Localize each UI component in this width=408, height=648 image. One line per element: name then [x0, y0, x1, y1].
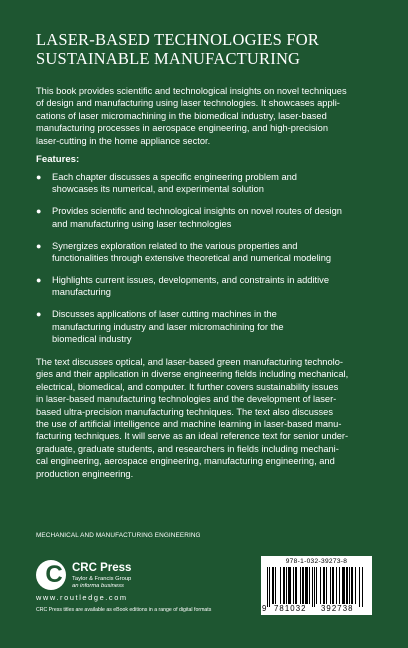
publisher-business: an informa business — [72, 583, 124, 589]
publisher-group: Taylor & Francis Group — [72, 576, 132, 582]
feature-line: showcases its numerical, and experimental solution — [52, 184, 264, 195]
barcode-bar — [339, 567, 340, 604]
outro-line: production engineering. — [36, 468, 134, 479]
barcode-right-digits: 392738 — [321, 604, 354, 613]
barcode-bar — [351, 567, 353, 604]
barcode-bar — [288, 567, 291, 604]
publisher-name: CRC Press — [72, 562, 132, 574]
outro-line: the use of artificial intelligence and machine learning in laser-based manu- — [36, 419, 342, 430]
barcode-bar — [349, 567, 350, 604]
barcode-bar — [323, 567, 325, 604]
feature-item — [36, 274, 376, 299]
barcode-bar — [312, 567, 313, 607]
barcode-bar — [293, 567, 294, 604]
intro-paragraph — [36, 85, 374, 147]
intro-line: cations of laser micromachining in the biomedical industry, laser-based — [36, 110, 327, 121]
barcode-bar — [330, 567, 331, 604]
barcode-bar — [326, 567, 327, 604]
barcode-bar — [305, 567, 308, 604]
barcode-bar — [316, 567, 317, 604]
barcode-bar — [336, 567, 337, 604]
feature-line: Synergizes exploration related to the various properties and — [52, 240, 298, 251]
title-line-2: SUSTAINABLE MANUFACTURING — [36, 49, 301, 68]
ebook-footnote: CRC Press titles are available as eBook editions in a range of digital formats — [36, 607, 212, 613]
publisher-website: www.routledge.com — [36, 593, 128, 602]
features-heading: Features: — [36, 154, 80, 165]
barcode-bar — [320, 567, 321, 604]
outro-line: facturing techniques. It will serve as an ideal reference text for senior under- — [36, 431, 349, 442]
barcode-bar — [355, 567, 356, 604]
barcode-left-digits: 781032 — [274, 604, 307, 613]
barcode-bar — [272, 567, 274, 604]
feature-line: Discusses applications of laser cutting machines in the — [52, 309, 277, 320]
bullet-icon: ● — [36, 240, 42, 251]
series-name: MECHANICAL AND MANUFACTURING ENGINEERING — [36, 532, 201, 539]
outro-line: in laser-based manufacturing technologies and the development of laser- — [36, 394, 337, 405]
book-title — [36, 30, 376, 68]
outro-line: graduate, graduate students, and researchers in fields including mechani- — [36, 443, 339, 454]
barcode-bar — [280, 567, 281, 604]
outro-line: gies and their application in diverse engineering fields including mechanical, — [36, 369, 349, 380]
feature-line: Each chapter discusses a specific engineering problem and — [52, 172, 297, 182]
barcode-bar — [267, 567, 268, 607]
feature-line: manufacturing — [52, 287, 111, 298]
outro-line: The text discusses optical, and laser-based green manufacturing technolo- — [36, 357, 343, 367]
feature-line: and manufacturing using laser technologies — [52, 218, 232, 229]
feature-item — [36, 308, 376, 345]
outro-line: cal engineering, aerospace engineering, manufacturing engineering, and — [36, 456, 335, 467]
feature-item — [36, 205, 376, 230]
barcode-bar — [346, 567, 348, 604]
barcode-bar — [269, 567, 270, 607]
bullet-icon: ● — [36, 309, 42, 320]
barcode-bar — [314, 567, 315, 607]
intro-line: This book provides scientific and technological insights on novel techniques — [36, 86, 347, 96]
outro-line: based ultra-precision manufacturing techniques. The text also discusses — [36, 406, 333, 417]
barcode-digits — [261, 604, 372, 614]
barcode-first-digit: 9 — [262, 604, 267, 613]
isbn-barcode — [261, 556, 372, 615]
bullet-icon: ● — [36, 172, 42, 182]
crc-logo-icon — [36, 560, 66, 590]
feature-item — [36, 240, 376, 265]
barcode-bar — [302, 567, 304, 604]
feature-line: Provides scientific and technological insights on novel routes of design — [52, 206, 342, 217]
intro-line: manufacturing processes in aerospace engineering, and high-precision — [36, 123, 328, 134]
feature-item — [36, 171, 376, 196]
barcode-bar — [300, 567, 301, 604]
feature-line: biomedical industry — [52, 334, 132, 345]
barcode-bar — [362, 567, 363, 607]
outro-paragraph — [36, 356, 374, 480]
features-list — [36, 171, 376, 355]
outro-line: electrical, biomedical, and computer. It further covers sustainability issues — [36, 381, 339, 392]
barcode-bar — [295, 567, 297, 604]
feature-line: manufacturing industry and laser micromachining for the — [52, 321, 284, 332]
logo-letter: C — [45, 561, 63, 588]
barcode-bars — [267, 567, 367, 604]
barcode-bar — [275, 567, 276, 604]
barcode-bar — [283, 567, 285, 604]
feature-line: functionalities through extensive theoretical and numerical modeling — [52, 253, 332, 264]
barcode-bar — [342, 567, 345, 604]
title-line-1: LASER-BASED TECHNOLOGIES FOR — [36, 30, 320, 49]
barcode-bar — [286, 567, 287, 604]
barcode-bar — [359, 567, 360, 607]
bullet-icon: ● — [36, 274, 42, 285]
bullet-icon: ● — [36, 206, 42, 217]
isbn-text: 978-1-032-39273-8 — [285, 558, 348, 565]
intro-line: of design and manufacturing using laser technologies. It showcases appli- — [36, 98, 340, 109]
feature-line: Highlights current issues, developments, and constraints in additive — [52, 274, 329, 285]
barcode-bar — [309, 567, 310, 604]
barcode-bar — [332, 567, 334, 604]
intro-line: laser-cutting in the home appliance sector. — [36, 135, 211, 146]
